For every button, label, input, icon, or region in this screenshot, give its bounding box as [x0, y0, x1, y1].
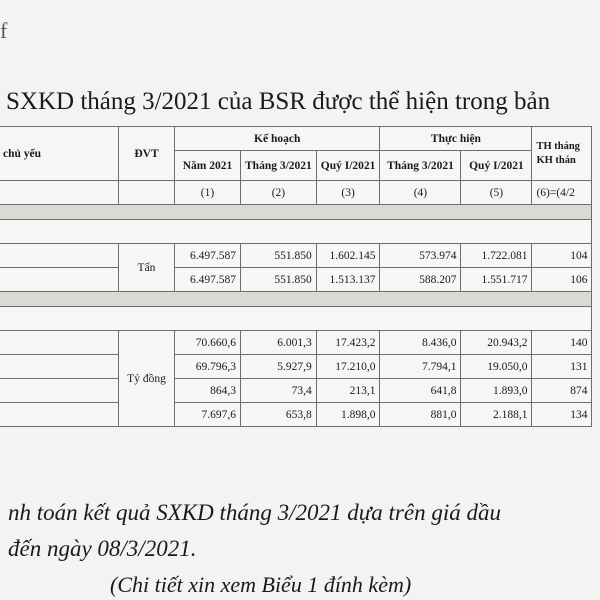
table-row	[0, 307, 592, 331]
table-header-row	[0, 127, 592, 151]
index-cell: (2)	[241, 181, 317, 205]
table-cell: 213,1	[316, 379, 380, 403]
spacer-row	[0, 205, 592, 220]
header-th-line2: KH thán	[536, 154, 576, 166]
section-heading: SXKD tháng 3/2021 của BSR được thể hiện trong bản	[6, 88, 551, 115]
table-cell: 1.551.717	[461, 268, 532, 292]
subheader-cell: Tháng 3/2021	[380, 151, 461, 181]
table-cell: 1.893,0	[461, 379, 532, 403]
table-cell: 881,0	[380, 403, 461, 427]
table-cell: 140	[532, 331, 592, 355]
table-row	[0, 268, 592, 292]
partial-text-fragment: f	[0, 18, 8, 43]
table-row	[0, 355, 592, 379]
header-th-line1: TH tháng	[536, 140, 580, 152]
table-cell: 17.423,2	[316, 331, 380, 355]
table-cell: 1.602.145	[316, 244, 380, 268]
table-row	[0, 220, 592, 244]
table-cell: 588.207	[380, 268, 461, 292]
table-cell: 7.697,6	[175, 403, 241, 427]
table-cell: 5.927,9	[241, 355, 317, 379]
table-cell: 69.796,3	[175, 355, 241, 379]
table-cell: 6.497.587	[175, 268, 241, 292]
footnote-line-1: nh toán kết quả SXKD tháng 3/2021 dựa trên giá dầu	[8, 500, 501, 525]
table-cell: 1.722.081	[461, 244, 532, 268]
table-cell: 17.210,0	[316, 355, 380, 379]
index-cell: (4)	[380, 181, 461, 205]
subheader-cell: Năm 2021	[175, 151, 241, 181]
table-cell: 641,8	[380, 379, 461, 403]
subheader-cell: Quý I/2021	[461, 151, 532, 181]
index-cell: (6)=(4/2	[532, 181, 592, 205]
header-main-items: chủ yếu	[0, 127, 119, 181]
table-cell: 2.188,1	[461, 403, 532, 427]
table-cell: 874	[532, 379, 592, 403]
table-row	[0, 331, 592, 355]
table-row	[0, 379, 592, 403]
header-actual-group: Thực hiện	[380, 127, 532, 151]
index-row	[0, 181, 592, 205]
table-cell: 19.050,0	[461, 355, 532, 379]
table-cell: 6.001,3	[241, 331, 317, 355]
subheader-cell: Tháng 3/2021	[241, 151, 317, 181]
table-cell: 653,8	[241, 403, 317, 427]
table-cell: 1.513.137	[316, 268, 380, 292]
footnote-line-2: đến ngày 08/3/2021.	[8, 536, 197, 561]
unit-cell: Tỷ đồng	[119, 331, 175, 427]
table-cell: 104	[532, 244, 592, 268]
header-th-vs-kh	[532, 127, 592, 181]
table-cell: 8.436,0	[380, 331, 461, 355]
table-row	[0, 244, 592, 268]
index-cell: (1)	[175, 181, 241, 205]
table-cell: 551.850	[241, 268, 317, 292]
table-cell: 1.898,0	[316, 403, 380, 427]
table-cell: 573.974	[380, 244, 461, 268]
table-cell: 864,3	[175, 379, 241, 403]
header-plan-group: Kế hoạch	[175, 127, 380, 151]
table-cell: 7.794,1	[380, 355, 461, 379]
table-cell: 131	[532, 355, 592, 379]
table-cell: 106	[532, 268, 592, 292]
table-cell: 134	[532, 403, 592, 427]
footnote-line-3: (Chi tiết xin xem Biểu 1 đính kèm)	[110, 572, 412, 597]
subheader-cell: Quý I/2021	[316, 151, 380, 181]
table-cell: 20.943,2	[461, 331, 532, 355]
index-cell: (5)	[461, 181, 532, 205]
production-results-table	[0, 126, 592, 427]
table-cell: 73,4	[241, 379, 317, 403]
table-cell: 70.660,6	[175, 331, 241, 355]
unit-cell: Tấn	[119, 244, 175, 292]
header-unit: ĐVT	[119, 127, 175, 181]
table-row	[0, 403, 592, 427]
index-cell: (3)	[316, 181, 380, 205]
table-cell: 551.850	[241, 244, 317, 268]
spacer-row	[0, 292, 592, 307]
table-cell: 6.497.587	[175, 244, 241, 268]
